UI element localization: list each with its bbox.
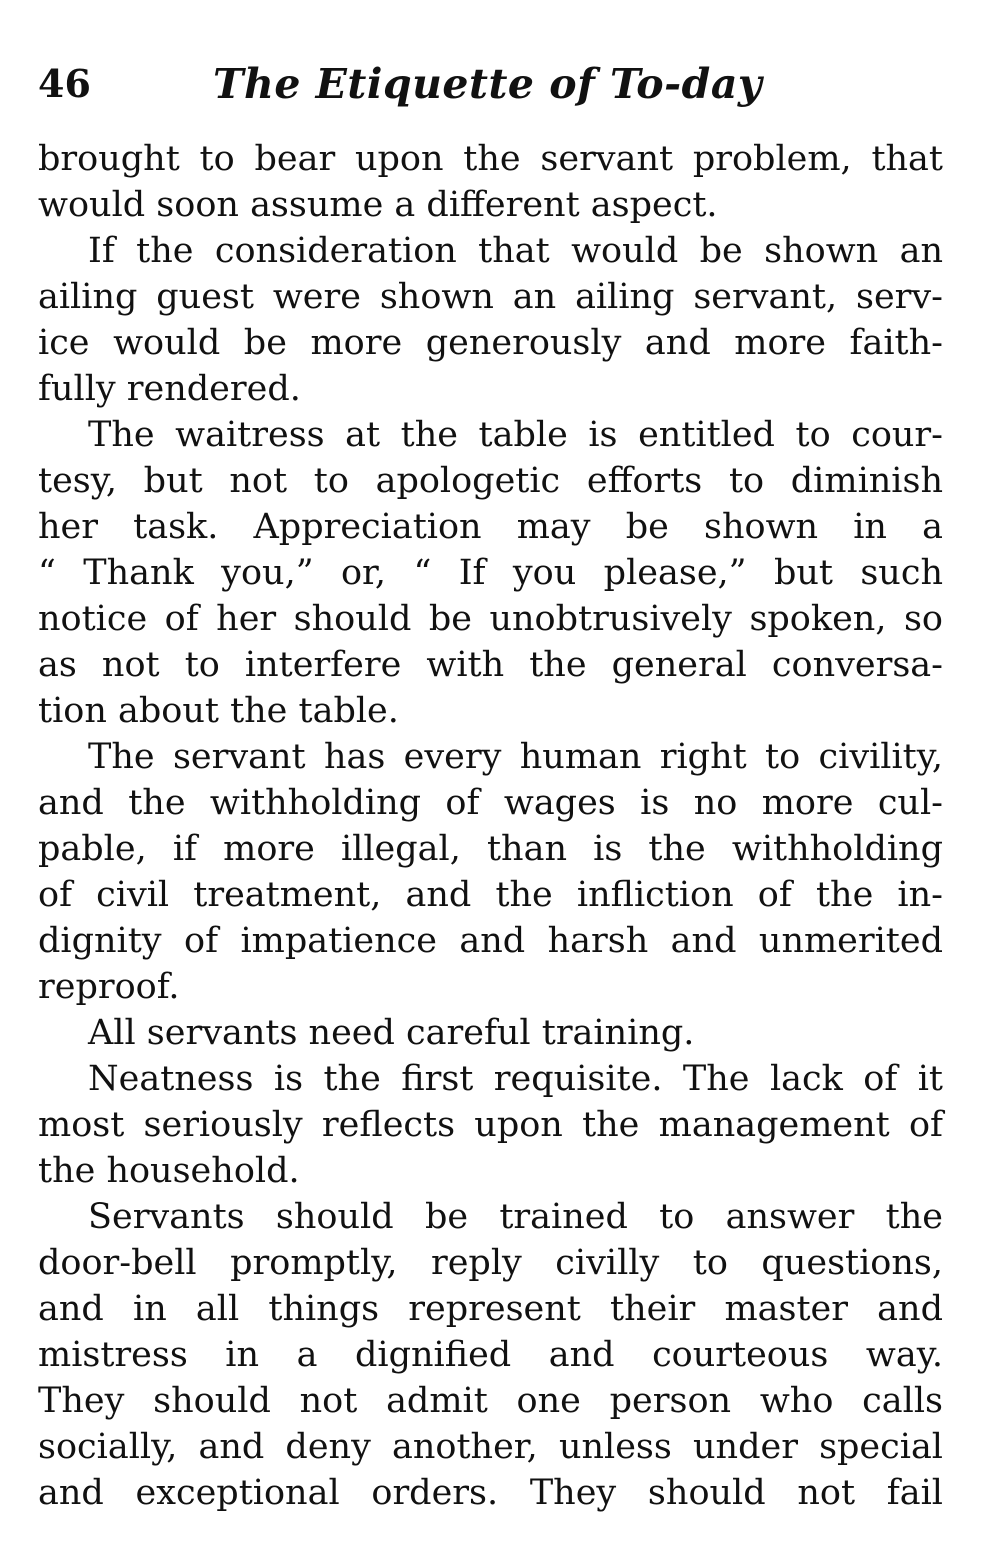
text-line: notice of her should be unobtrusively spoken, so (38, 599, 943, 639)
text-line: and exceptional orders. They should not fail (38, 1473, 943, 1513)
text-line: as not to interfere with the general conversa- (38, 645, 943, 685)
text-line: Neatness is the first requisite. The lack of it (88, 1059, 943, 1099)
page-number: 46 (38, 61, 91, 106)
text-line: socially, and deny another, unless under special (38, 1427, 943, 1467)
text-line: If the consideration that would be shown an (88, 231, 943, 271)
text-line: pable, if more illegal, than is the withholding (38, 829, 943, 869)
text-line: All servants need careful training. (88, 1013, 695, 1053)
body-text (38, 136, 943, 1516)
text-line: and in all things represent their master and (38, 1289, 943, 1329)
running-title: The Etiquette of To-day (213, 60, 763, 108)
text-line: ailing guest were shown an ailing servant, serv- (38, 277, 943, 317)
text-line: most seriously reflects upon the management of (38, 1105, 943, 1145)
text-line: reproof. (38, 967, 180, 1007)
text-line: mistress in a dignified and courteous way. (38, 1335, 943, 1375)
text-line: and the withholding of wages is no more cul- (38, 783, 943, 823)
text-line: fully rendered. (38, 369, 301, 409)
text-line: Servants should be trained to answer the (88, 1197, 943, 1237)
text-line: tion about the table. (38, 691, 399, 731)
text-line: tesy, but not to apologetic efforts to diminish (38, 461, 943, 501)
text-line: brought to bear upon the servant problem, that (38, 139, 943, 179)
text-line: of civil treatment, and the infliction of the in- (38, 875, 943, 915)
text-line: dignity of impatience and harsh and unmerited (38, 921, 943, 961)
page-header (38, 58, 958, 118)
text-line: door-bell promptly, reply civilly to questions, (38, 1243, 943, 1283)
text-line: The waitress at the table is entitled to cour- (88, 415, 943, 455)
text-line: the household. (38, 1151, 300, 1191)
text-line: her task. Appreciation may be shown in a (38, 507, 943, 547)
text-line: ice would be more generously and more faith- (38, 323, 943, 363)
text-line: “ Thank you,” or, “ If you please,” but such (38, 553, 943, 593)
text-line: They should not admit one person who calls (38, 1381, 943, 1421)
text-line: would soon assume a different aspect. (38, 185, 718, 225)
text-line: The servant has every human right to civility, (88, 737, 943, 777)
